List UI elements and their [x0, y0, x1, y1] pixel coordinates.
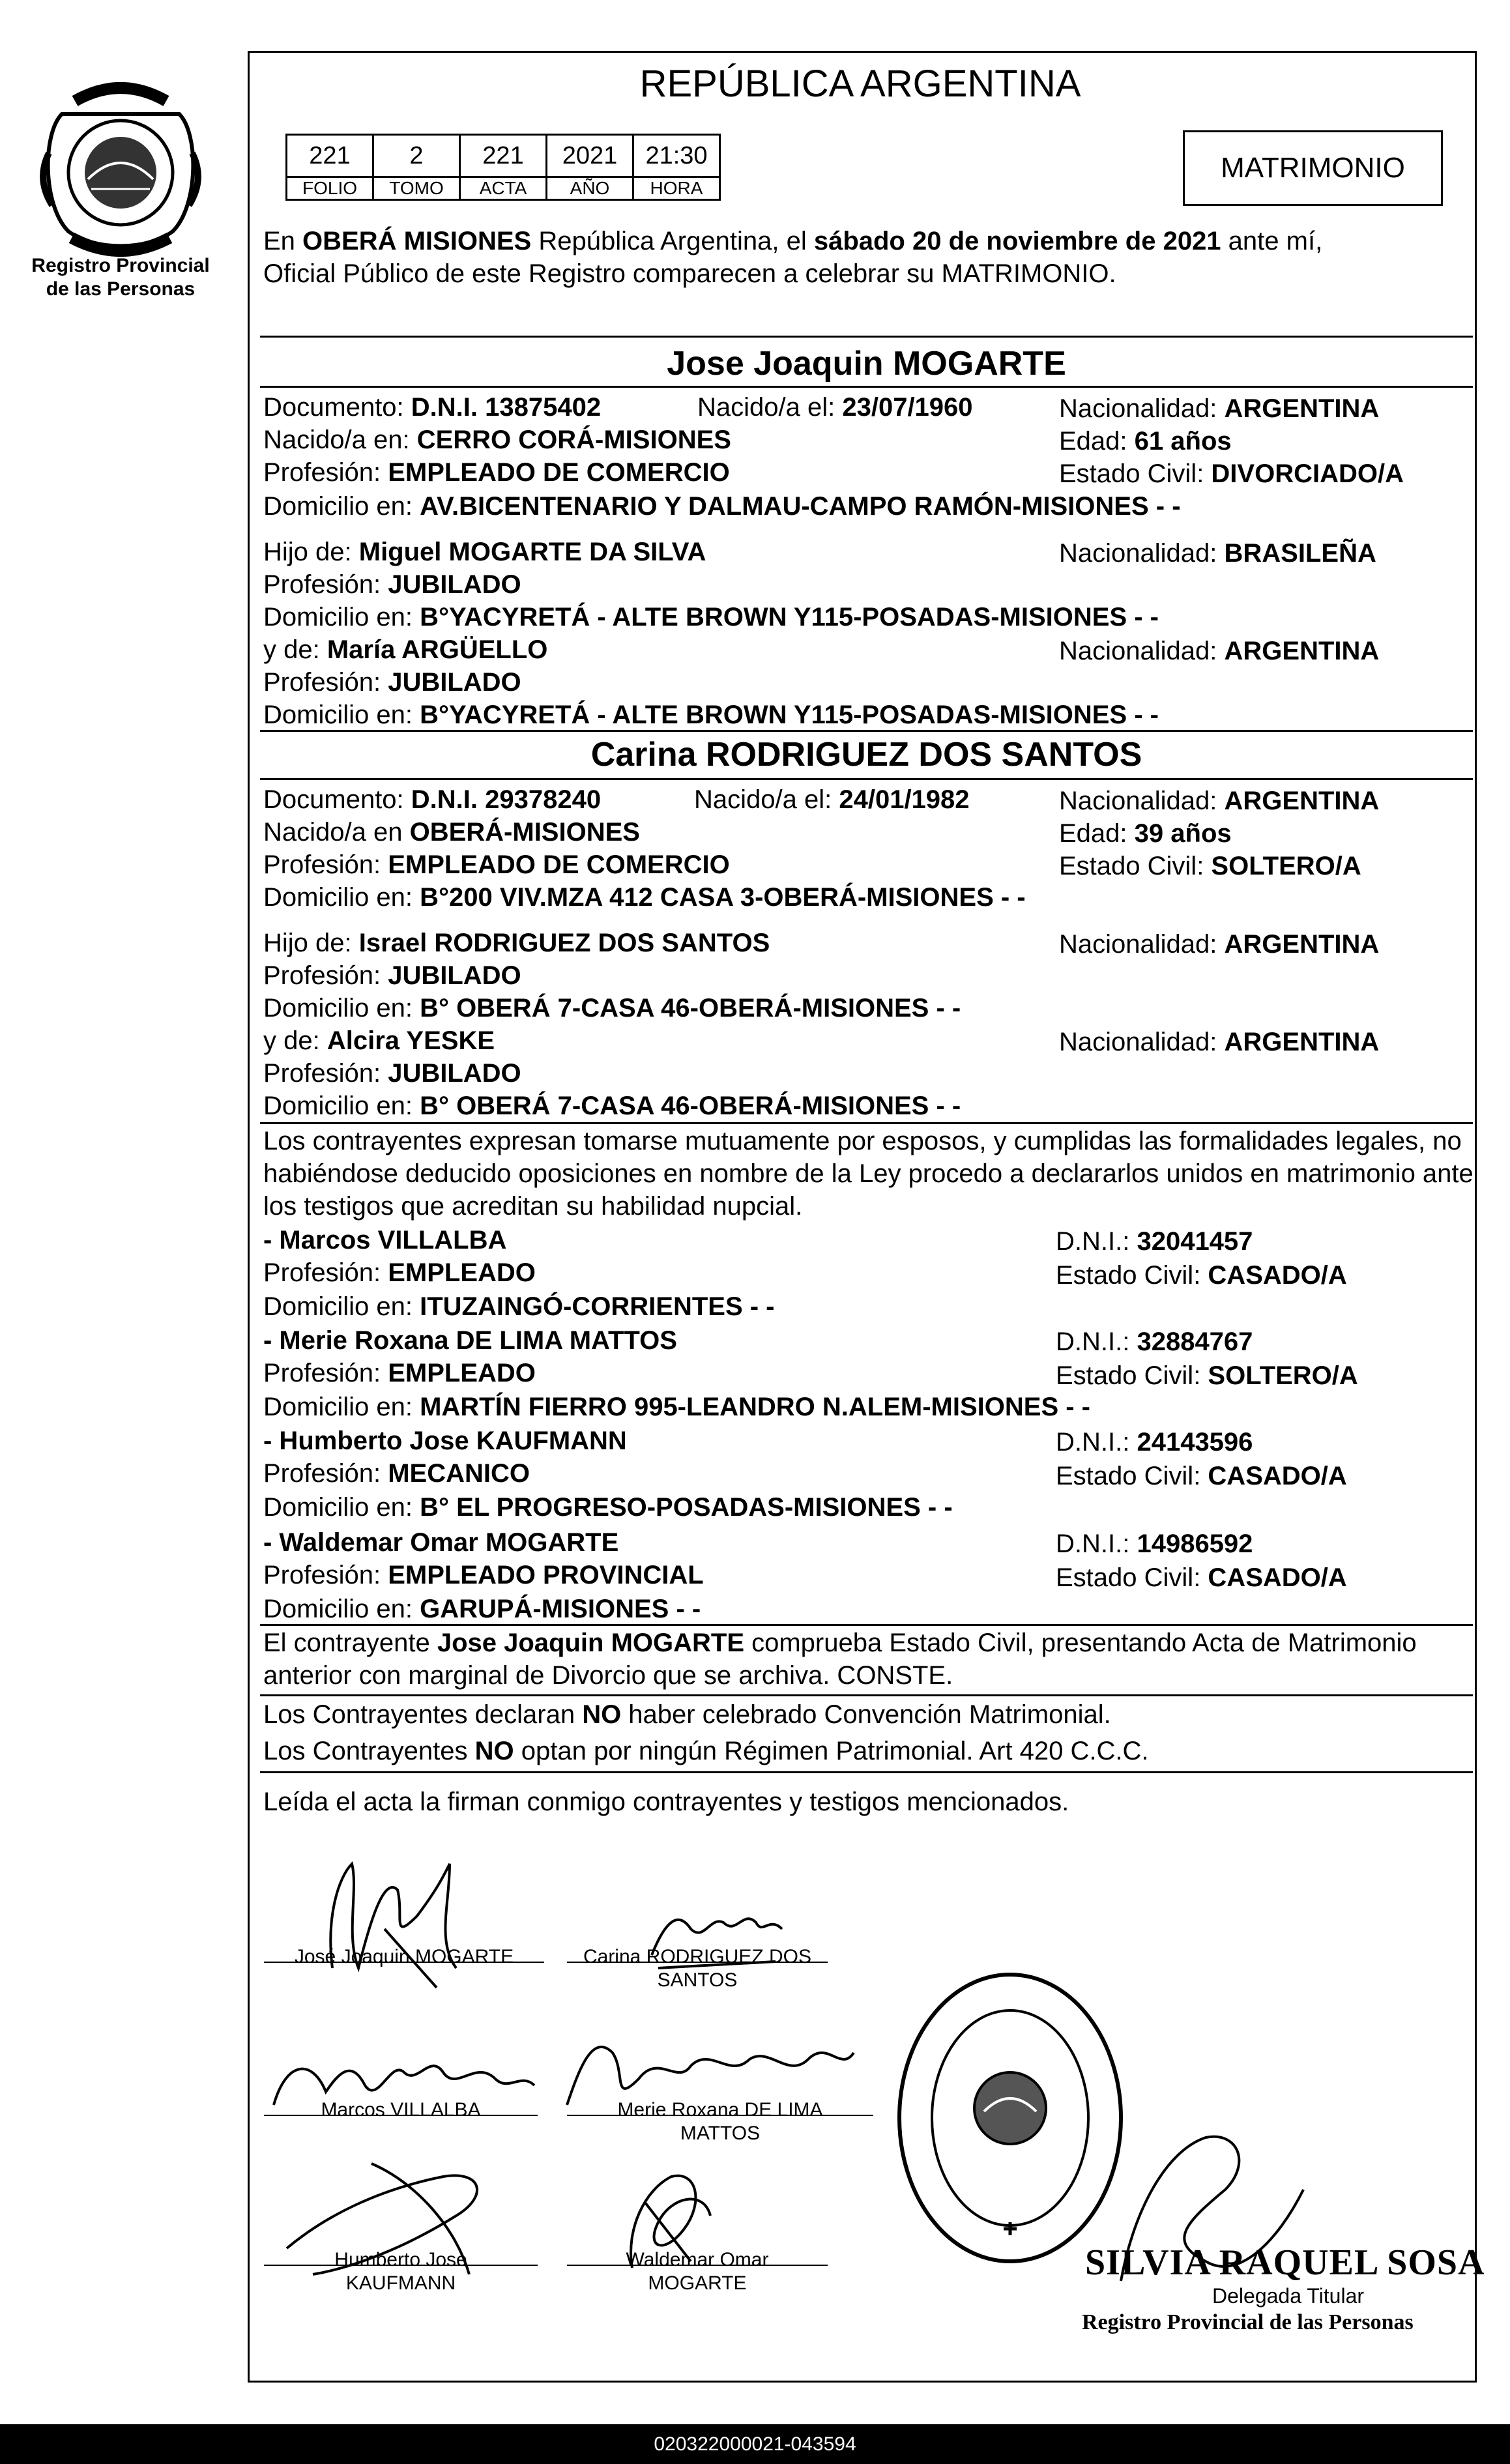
divider — [260, 1771, 1473, 1773]
value: ARGENTINA — [1224, 394, 1380, 423]
text: NO — [474, 1737, 514, 1765]
spouse2-age — [1059, 817, 1232, 850]
spouse1-father-nationality — [1059, 537, 1376, 570]
anio-label: AÑO — [547, 177, 633, 200]
value: CASADO/A — [1208, 1563, 1347, 1592]
acta-label: ACTA — [460, 177, 547, 200]
label: Hijo de: — [263, 538, 359, 566]
witness-2-dni — [1056, 1326, 1253, 1358]
value: EMPLEADO DE COMERCIO — [388, 458, 730, 487]
divider — [260, 336, 1473, 338]
convention-line1 — [263, 1698, 1111, 1731]
label: Edad: — [1059, 819, 1135, 848]
value: SOLTERO/A — [1208, 1361, 1358, 1390]
spouse2-nationality — [1059, 785, 1379, 817]
witness-4-address — [263, 1593, 701, 1625]
label: Domicilio en: — [263, 603, 420, 631]
value: 14986592 — [1137, 1529, 1253, 1558]
closing-statement: Leída el acta la firman conmigo contrayentes y testigos mencionados. — [263, 1788, 1069, 1816]
spouse1-mother-nationality — [1059, 635, 1379, 667]
text: optan por ningún Régimen Patrimonial. Art 420 C.C.C. — [514, 1737, 1149, 1765]
label: y de: — [263, 1026, 327, 1055]
spouse1-father-address — [263, 601, 1159, 633]
tomo-label: TOMO — [373, 177, 460, 200]
value: María ARGÜELLO — [327, 635, 548, 664]
signature-label-line: Waldemar Omar — [626, 2249, 769, 2270]
value: BRASILEÑA — [1224, 539, 1376, 568]
signature-label-witness3 — [264, 2248, 538, 2295]
spouse2-father-nationality — [1059, 928, 1379, 961]
witness-3-address — [263, 1491, 953, 1524]
spouse1-name: Jose Joaquin MOGARTE — [667, 345, 1066, 383]
value: 24143596 — [1137, 1428, 1253, 1457]
label: Profesión: — [263, 668, 388, 697]
spouse2-name: Carina RODRIGUEZ DOS SANTOS — [590, 736, 1142, 774]
logo-caption-line1: Registro Provincial — [31, 255, 210, 276]
label: Nacido/a el: — [697, 393, 843, 422]
label: Profesión: — [263, 1561, 388, 1589]
text: Los Contrayentes declaran — [263, 1700, 583, 1729]
value: OBERÁ-MISIONES — [409, 818, 640, 847]
spouse2-mother — [263, 1024, 495, 1057]
value: ARGENTINA — [1224, 1028, 1380, 1056]
official-name: SILVIA RAQUEL SOSA — [1085, 2242, 1485, 2283]
label: Estado Civil: — [1059, 852, 1212, 880]
witness-1-civil-status — [1056, 1259, 1347, 1292]
value: Israel RODRIGUEZ DOS SANTOS — [358, 929, 770, 957]
text: NO — [582, 1700, 622, 1729]
spouse1-mother — [263, 633, 547, 666]
witness-1-address — [263, 1290, 775, 1323]
note-line2: anterior con marginal de Divorcio que se archiva. CONSTE. — [263, 1661, 953, 1690]
label: Profesión: — [263, 1359, 388, 1387]
official-role: Delegada Titular — [1212, 2284, 1365, 2308]
spouse1-birthplace — [263, 424, 731, 456]
value: B°200 VIV.MZA 412 CASA 3-OBERÁ-MISIONES - - — [420, 883, 1026, 912]
label: Nacido/a en: — [263, 426, 417, 454]
label: Nacionalidad: — [1059, 539, 1225, 568]
label: Domicilio en: — [263, 1292, 420, 1321]
spouse2-father-profession — [263, 959, 521, 992]
label: Nacionalidad: — [1059, 1028, 1225, 1056]
label: Profesión: — [263, 1459, 388, 1488]
witness-1-profession — [263, 1256, 536, 1289]
value: MARTÍN FIERRO 995-LEANDRO N.ALEM-MISIONES - - — [420, 1393, 1090, 1421]
value: MECANICO — [388, 1459, 530, 1488]
value: B°YACYRETÁ - ALTE BROWN Y115-POSADAS-MISIONES - - — [420, 603, 1159, 631]
signature-label-line: KAUFMANN — [345, 2272, 456, 2294]
label: Profesión: — [263, 1258, 388, 1287]
signature-label-line: MATTOS — [680, 2123, 761, 2144]
value: ARGENTINA — [1224, 787, 1380, 815]
value: B° OBERÁ 7-CASA 46-OBERÁ-MISIONES - - — [420, 994, 961, 1022]
signature-label-line: MOGARTE — [648, 2272, 747, 2294]
convention-line2 — [263, 1735, 1149, 1767]
value: JUBILADO — [388, 1059, 521, 1088]
value: Alcira YESKE — [327, 1026, 495, 1055]
record-type-box: MATRIMONIO — [1183, 130, 1443, 206]
label: Estado Civil: — [1059, 459, 1212, 488]
text: Los Contrayentes — [263, 1737, 475, 1765]
value: JUBILADO — [388, 668, 521, 697]
document-title: REPÚBLICA ARGENTINA — [639, 63, 1081, 105]
label: Profesión: — [263, 961, 388, 990]
witness-1-name: - Marcos VILLALBA — [263, 1226, 507, 1254]
spouse1-father-profession — [263, 568, 521, 601]
value: JUBILADO — [388, 570, 521, 599]
divider — [260, 778, 1473, 780]
value: D.N.I. 13875402 — [411, 393, 602, 422]
label: Profesión: — [263, 458, 388, 487]
intro-place: OBERÁ MISIONES — [302, 227, 532, 255]
value: CASADO/A — [1208, 1261, 1347, 1290]
spouse1-age — [1059, 425, 1232, 457]
value: ARGENTINA — [1224, 930, 1380, 959]
spouse2-civil-status — [1059, 850, 1361, 882]
spouse1-nationality — [1059, 392, 1379, 425]
label: Nacionalidad: — [1059, 930, 1225, 959]
value: 32884767 — [1137, 1327, 1253, 1356]
label: D.N.I.: — [1056, 1428, 1137, 1457]
value: CERRO CORÁ-MISIONES — [416, 426, 731, 454]
spouse1-civil-status — [1059, 457, 1404, 490]
spouse1-father — [263, 536, 706, 568]
witness-4-dni — [1056, 1528, 1253, 1560]
signature-label-witness2 — [567, 2098, 873, 2145]
label: Edad: — [1059, 427, 1135, 456]
witness-2-profession — [263, 1357, 536, 1389]
divider — [260, 730, 1473, 732]
label: Domicilio en: — [263, 994, 420, 1022]
label: Nacionalidad: — [1059, 637, 1225, 665]
value: ARGENTINA — [1224, 637, 1380, 665]
province-seal-logo — [36, 75, 205, 257]
value: CASADO/A — [1208, 1462, 1347, 1490]
label: y de: — [263, 635, 327, 664]
value: ITUZAINGÓ-CORRIENTES - - — [420, 1292, 775, 1321]
value: EMPLEADO DE COMERCIO — [388, 850, 730, 879]
value: EMPLEADO PROVINCIAL — [388, 1561, 704, 1589]
witness-3-dni — [1056, 1426, 1253, 1458]
spouse2-birthplace — [263, 816, 640, 848]
value: B°YACYRETÁ - ALTE BROWN Y115-POSADAS-MISIONES - - — [420, 701, 1159, 729]
label: Nacionalidad: — [1059, 394, 1225, 423]
spouse2-father-address — [263, 992, 961, 1024]
witness-3-name: - Humberto Jose KAUFMANN — [263, 1427, 627, 1455]
label: Nacido/a el: — [694, 785, 839, 814]
spouse2-mother-nationality — [1059, 1026, 1379, 1058]
value: AV.BICENTENARIO Y DALMAU-CAMPO RAMÓN-MISIONES - - — [420, 492, 1181, 521]
label: Documento: — [263, 785, 411, 814]
label: Domicilio en: — [263, 1092, 420, 1120]
note-text: El contrayente — [263, 1629, 437, 1657]
witness-3-profession — [263, 1457, 530, 1490]
text: haber celebrado Convención Matrimonial. — [621, 1700, 1111, 1729]
value: GARUPÁ-MISIONES - - — [420, 1595, 701, 1623]
value: 32041457 — [1137, 1227, 1253, 1256]
divider — [260, 1122, 1473, 1124]
spouse2-father — [263, 927, 770, 959]
note-line1 — [263, 1627, 1417, 1659]
label: D.N.I.: — [1056, 1227, 1137, 1256]
label: Estado Civil: — [1056, 1563, 1208, 1592]
intro-line1 — [263, 225, 1322, 257]
folio-label: FOLIO — [287, 177, 373, 200]
signature-label-line: Carina RODRIGUEZ DOS — [583, 1946, 812, 1967]
declaration-line2: habiéndose deducido oposiciones en nombre de la Ley procedo a declararlos unidos en matrimonio ante — [263, 1159, 1474, 1188]
value: SOLTERO/A — [1211, 852, 1361, 880]
signature-label-witness1: Marcos VILLALBA — [321, 2099, 481, 2121]
logo-caption — [20, 254, 222, 301]
spouse1-birthdate — [697, 391, 973, 424]
label: Hijo de: — [263, 929, 359, 957]
spouse2-documento — [263, 783, 601, 816]
spouse1-profession — [263, 456, 730, 489]
intro-text: República Argentina, el — [531, 227, 814, 255]
witness-4-civil-status — [1056, 1561, 1347, 1594]
value: 39 años — [1134, 819, 1232, 848]
witness-2-name: - Merie Roxana DE LIMA MATTOS — [263, 1326, 677, 1355]
label: Domicilio en: — [263, 883, 420, 912]
signature-label-line: SANTOS — [657, 1969, 738, 1991]
intro-text: En — [263, 227, 303, 255]
signature-label-line: Humberto Jose — [334, 2249, 467, 2270]
registry-stamp — [893, 1968, 1127, 2271]
intro-date: sábado 20 de noviembre de 2021 — [813, 227, 1221, 255]
value: JUBILADO — [388, 961, 521, 990]
label: Estado Civil: — [1056, 1462, 1208, 1490]
value: 23/07/1960 — [842, 393, 973, 422]
value: 61 años — [1134, 427, 1232, 456]
value: B° EL PROGRESO-POSADAS-MISIONES - - — [420, 1493, 953, 1522]
value: EMPLEADO — [388, 1359, 536, 1387]
intro-line2: Oficial Público de este Registro comparecen a celebrar su MATRIMONIO. — [263, 259, 1116, 288]
witness-2-address — [263, 1391, 1090, 1423]
folio-value: 221 — [287, 135, 373, 177]
signature-label-line: Merie Roxana DE LIMA — [617, 2099, 823, 2121]
declaration-line1: Los contrayentes expresan tomarse mutuamente por esposos, y cumplidas las formalidades legales, no — [263, 1127, 1462, 1155]
signature-label-witness4 — [567, 2248, 828, 2295]
label: Profesión: — [263, 570, 388, 599]
label: Domicilio en: — [263, 492, 420, 521]
witness-3-civil-status — [1056, 1460, 1347, 1492]
label: Profesión: — [263, 850, 388, 879]
spouse1-documento — [263, 391, 601, 424]
hora-value: 21:30 — [633, 135, 720, 177]
value: EMPLEADO — [388, 1258, 536, 1287]
logo-caption-line2: de las Personas — [46, 278, 196, 300]
tomo-value: 2 — [373, 135, 460, 177]
value: 24/01/1982 — [839, 785, 970, 814]
spouse2-mother-profession — [263, 1057, 521, 1090]
label: Nacionalidad: — [1059, 787, 1225, 815]
divider — [260, 386, 1473, 388]
note-text: comprueba Estado Civil, presentando Acta de Matrimonio — [744, 1629, 1417, 1657]
label: Profesión: — [263, 1059, 388, 1088]
declaration-line3: los testigos que acreditan su habilidad nupcial. — [263, 1192, 803, 1221]
witness-4-profession — [263, 1559, 704, 1591]
value: DIVORCIADO/A — [1211, 459, 1404, 488]
acta-value: 221 — [460, 135, 547, 177]
spouse2-birthdate — [694, 783, 970, 816]
spouse2-mother-address — [263, 1090, 961, 1122]
intro-text: ante mí, — [1221, 227, 1323, 255]
label: Domicilio en: — [263, 1393, 420, 1421]
label: Nacido/a en — [263, 818, 410, 847]
folio-table — [285, 134, 721, 201]
spouse1-mother-profession — [263, 666, 521, 699]
divider — [260, 1694, 1473, 1696]
label: Estado Civil: — [1056, 1261, 1208, 1290]
label: Domicilio en: — [263, 701, 420, 729]
document-code-bar: 020322000021-043594 — [0, 2424, 1510, 2464]
label: Domicilio en: — [263, 1595, 420, 1623]
spouse1-mother-address — [263, 699, 1159, 731]
spouse2-profession — [263, 848, 730, 881]
witness-2-civil-status — [1056, 1359, 1358, 1392]
divider — [260, 1624, 1473, 1626]
witness-1-dni — [1056, 1225, 1253, 1258]
label: Documento: — [263, 393, 411, 422]
spouse2-address — [263, 881, 1026, 914]
label: Estado Civil: — [1056, 1361, 1208, 1390]
signature-label-spouse1: José Joaquin MOGARTE — [294, 1946, 514, 1967]
spouse1-address — [263, 490, 1181, 523]
value: B° OBERÁ 7-CASA 46-OBERÁ-MISIONES - - — [420, 1092, 961, 1120]
witness-4-name: - Waldemar Omar MOGARTE — [263, 1528, 619, 1557]
note-name: Jose Joaquin MOGARTE — [437, 1629, 744, 1657]
label: Domicilio en: — [263, 1493, 420, 1522]
label: D.N.I.: — [1056, 1529, 1137, 1558]
hora-label: HORA — [633, 177, 720, 200]
signature-label-spouse2 — [567, 1945, 828, 1992]
anio-value: 2021 — [547, 135, 633, 177]
label: D.N.I.: — [1056, 1327, 1137, 1356]
value: D.N.I. 29378240 — [411, 785, 602, 814]
value: Miguel MOGARTE DA SILVA — [358, 538, 706, 566]
official-office: Registro Provincial de las Personas — [1082, 2310, 1414, 2334]
